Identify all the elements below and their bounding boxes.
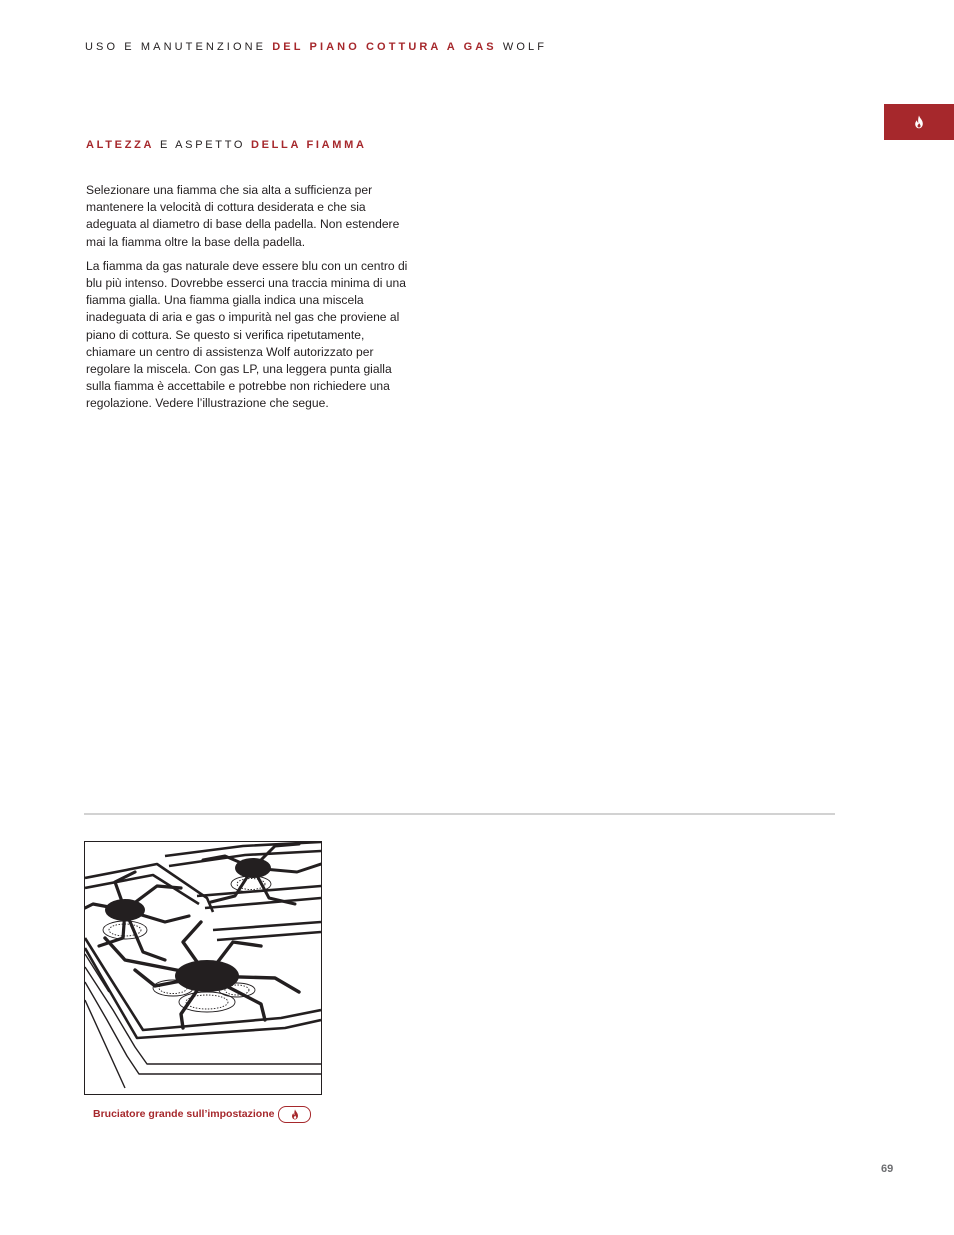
section-title-middle: E ASPETTO [159, 139, 246, 151]
figure-caption [93, 1104, 311, 1124]
flame-high-setting-icon [278, 1106, 311, 1123]
body-paragraph: La fiamma da gas naturale deve essere blu con un centro di blu più intenso. Dovrebbe esserci una traccia minima di una fiamma gialla. Una fiamma gialla indica una miscela inadeguata di aria e gas o impurità nel gas che proviene al piano di cottura. Se questo si verifica ripetutamente, chiamare un centro di assistenza Wolf autorizzato per regolare la miscela. Con gas LP, una leggera punta gialla sulla fiamma è accettabile e potrebbe non richiedere una regolazione. Vedere l’illustrazione che segue. [86, 258, 408, 411]
body-paragraph: Selezionare una fiamma che sia alta a sufficienza per mantenere la velocità di cottura desiderata e che sia adeguata al diametro di base della padella. Non estendere mai la fiamma oltre la base della padella. [86, 183, 400, 249]
section-title [86, 139, 367, 151]
section-tab [884, 104, 954, 140]
flame-icon [913, 115, 925, 129]
section-title-accent-1: ALTEZZA [86, 139, 155, 151]
running-head-brand: WOLF [502, 41, 548, 53]
body-text [86, 182, 412, 420]
divider [84, 813, 835, 815]
cooktop-illustration [84, 841, 322, 1095]
running-head [85, 41, 547, 53]
section-title-accent-2: DELLA FIAMMA [250, 139, 367, 151]
figure-caption-text: Bruciatore grande sull’impostazione [93, 1108, 275, 1120]
running-head-prefix: USO E MANUTENZIONE [85, 41, 267, 53]
page-number: 69 [881, 1163, 894, 1175]
running-head-accent: DEL PIANO COTTURA A GAS [272, 41, 497, 53]
